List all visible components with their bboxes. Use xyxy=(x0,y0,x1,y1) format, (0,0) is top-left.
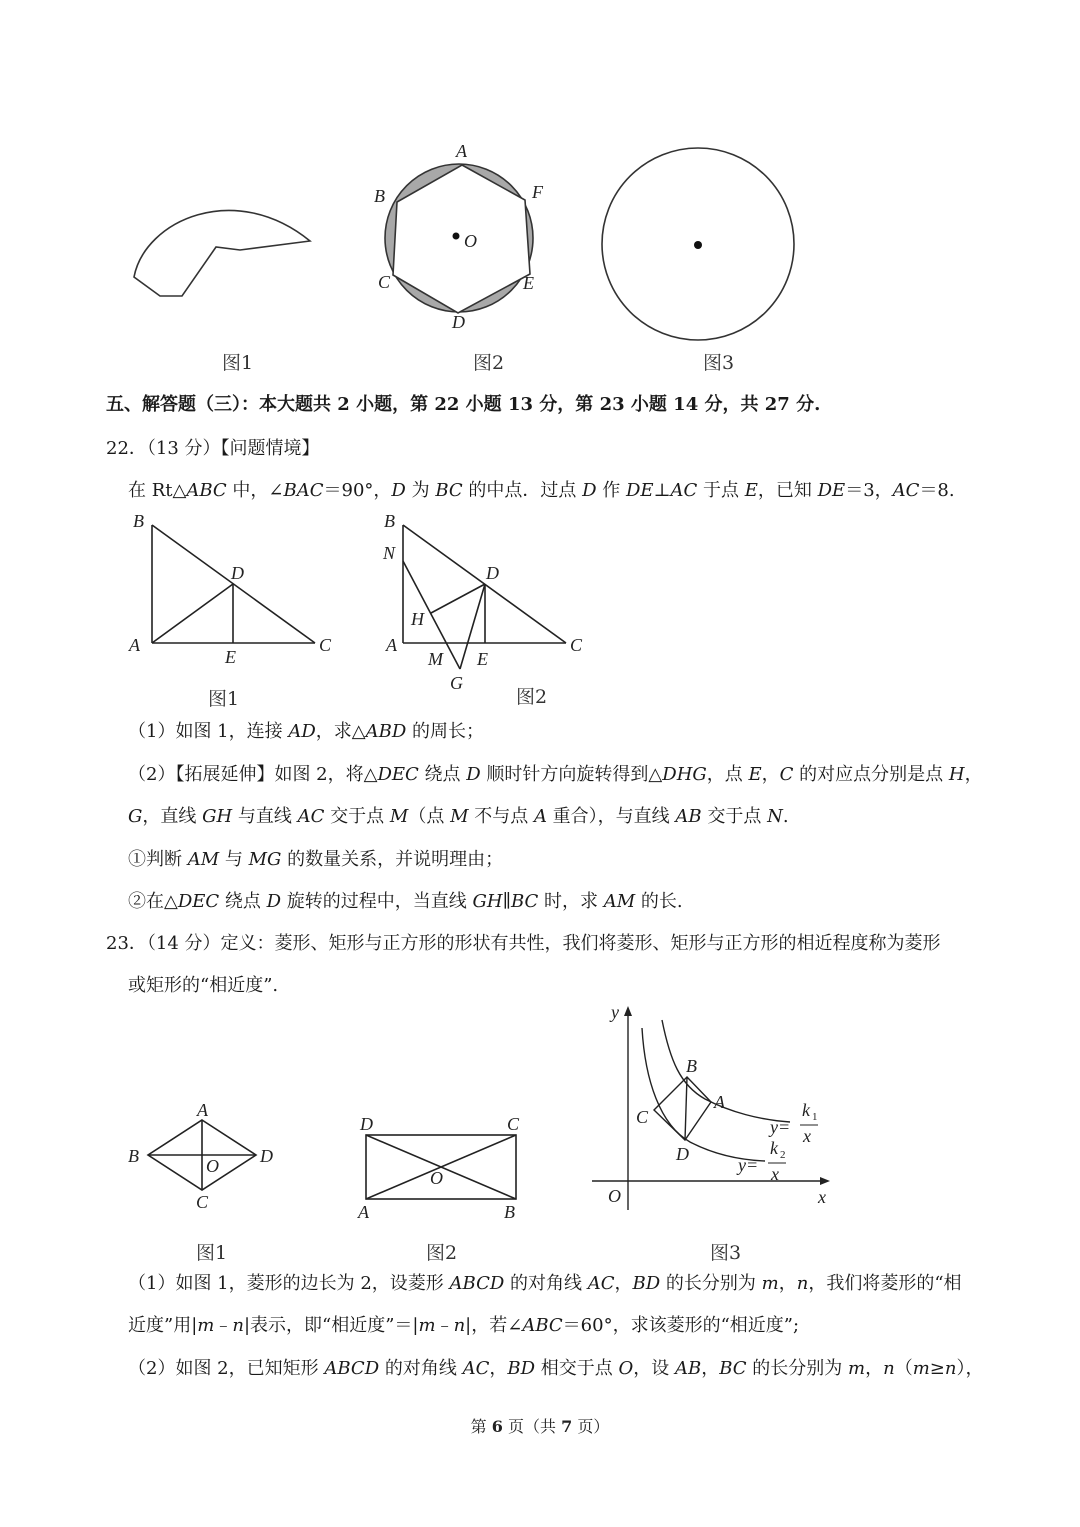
fig2-label-D: D xyxy=(452,312,465,332)
q22-part2-line1: （2）【拓展延伸】如图 2，将△DEC 绕点 D 顺时针方向旋转得到△DHG，点 E，C 的对应点分别是点 H， xyxy=(128,764,983,785)
svg-text:B: B xyxy=(686,1056,697,1076)
svg-text:B: B xyxy=(133,511,144,531)
svg-text:D: D xyxy=(486,563,499,583)
svg-text:C: C xyxy=(319,635,332,655)
svg-text:D: D xyxy=(676,1144,689,1164)
page-footer: 第 6 页（共 7 页） xyxy=(470,1417,610,1436)
svg-text:k: k xyxy=(802,1100,810,1120)
q22-fig2-caption: 图2 xyxy=(516,686,548,708)
graph-origin: O xyxy=(608,1186,621,1206)
svg-text:B: B xyxy=(504,1202,515,1222)
q22-figure-1 xyxy=(125,505,345,670)
svg-text:A: A xyxy=(358,1202,369,1222)
svg-text:B: B xyxy=(128,1146,139,1166)
svg-text:O: O xyxy=(430,1168,443,1188)
fig2-label-O: O xyxy=(464,231,477,251)
svg-text:B: B xyxy=(384,511,395,531)
svg-text:D: D xyxy=(360,1114,373,1134)
svg-text:x: x xyxy=(771,1164,779,1184)
q22-sub2: ②在△DEC 绕点 D 旋转的过程中，当直线 GH∥BC 时，求 AM 的长. xyxy=(128,891,683,912)
q23-part1-line1: （1）如图 1，菱形的边长为 2，设菱形 ABCD 的对角线 AC，BD 的长分别为 m，n，我们将菱形的“相 xyxy=(128,1273,962,1294)
svg-text:E: E xyxy=(477,649,488,669)
q23-figure-rhombus xyxy=(122,1098,282,1218)
svg-text:A: A xyxy=(129,635,140,655)
svg-text:O: O xyxy=(206,1156,219,1176)
q23-line2: 或矩形的“相近度”. xyxy=(128,975,279,996)
q23-part1-line2: 近度”用|m﹣n|表示，即“相近度”＝|m﹣n|，若∠ABC＝60°，求该菱形的“相近度”; xyxy=(128,1315,800,1336)
svg-text:A: A xyxy=(714,1092,725,1112)
figure-sector-shape xyxy=(120,180,330,310)
q22-part1: （1）如图 1，连接 AD，求△ABD 的周长； xyxy=(128,721,485,742)
q23-figure-rectangle xyxy=(350,1110,540,1225)
fig2-label-A: A xyxy=(456,141,467,161)
fig2-label-F: F xyxy=(532,182,543,202)
fig2-label-E: E xyxy=(523,273,534,293)
q22-header: 22．（13 分）【问题情境】 xyxy=(106,438,320,459)
svg-text:M: M xyxy=(428,649,443,669)
svg-text:E: E xyxy=(225,647,236,667)
svg-text:C: C xyxy=(636,1107,649,1127)
svg-text:A: A xyxy=(197,1100,208,1120)
fig3-caption: 图3 xyxy=(703,352,735,374)
svg-text:H: H xyxy=(411,609,424,629)
section-five-heading: 五、解答题（三）：本大题共 2 小题，第 22 小题 13 分，第 23 小题 14 分，共 27 分. xyxy=(106,394,821,415)
svg-text:2: 2 xyxy=(780,1149,786,1161)
figure-hexagon-in-circle xyxy=(370,140,550,335)
figure-circle xyxy=(600,145,800,345)
q22-fig1-caption: 图1 xyxy=(208,688,240,710)
q23-figure-hyperbola-graph xyxy=(590,1000,835,1215)
svg-text:k: k xyxy=(770,1138,778,1158)
svg-text:C: C xyxy=(570,635,583,655)
svg-text:x: x xyxy=(803,1126,811,1146)
svg-text:1: 1 xyxy=(812,1111,818,1123)
graph-axis-x: x xyxy=(818,1187,826,1207)
q23-part2-line1: （2）如图 2，已知矩形 ABCD 的对角线 AC，BD 相交于点 O，设 AB，BC 的长分别为 m，n（m≥n）， xyxy=(128,1358,984,1379)
q23-line1: 23．（14 分）定义：菱形、矩形与正方形的形状有共性，我们将菱形、矩形与正方形的相近程度称为菱形 xyxy=(106,933,941,954)
svg-text:C: C xyxy=(196,1192,209,1212)
svg-text:G: G xyxy=(450,673,463,693)
fig1-caption: 图1 xyxy=(222,352,254,374)
q22-part2-line2: G，直线 GH 与直线 AC 交于点 M（点 M 不与点 A 重合），与直线 AB 交于点 N. xyxy=(128,806,789,827)
fig2-label-C: C xyxy=(378,272,391,292)
q22-figure-2 xyxy=(380,505,600,695)
svg-text:N: N xyxy=(383,543,396,563)
svg-text:D: D xyxy=(231,563,244,583)
graph-axis-y: y xyxy=(611,1002,619,1022)
q23-fig2-caption: 图2 xyxy=(426,1242,458,1264)
q23-fig3-caption: 图3 xyxy=(710,1242,742,1264)
fig2-label-B: B xyxy=(374,186,385,206)
svg-text:y=: y= xyxy=(738,1155,759,1175)
q23-fig1-caption: 图1 xyxy=(196,1242,228,1264)
svg-text:y=: y= xyxy=(770,1117,791,1137)
svg-text:C: C xyxy=(507,1114,520,1134)
q22-context: 在 Rt△ABC 中，∠BAC＝90°，D 为 BC 的中点．过点 D 作 DE⊥AC 于点 E，已知 DE＝3，AC＝8. xyxy=(128,480,955,501)
q22-sub1: ①判断 AM 与 MG 的数量关系，并说明理由； xyxy=(128,849,504,870)
svg-text:A: A xyxy=(386,635,397,655)
svg-text:D: D xyxy=(260,1146,273,1166)
fig2-caption: 图2 xyxy=(473,352,505,374)
